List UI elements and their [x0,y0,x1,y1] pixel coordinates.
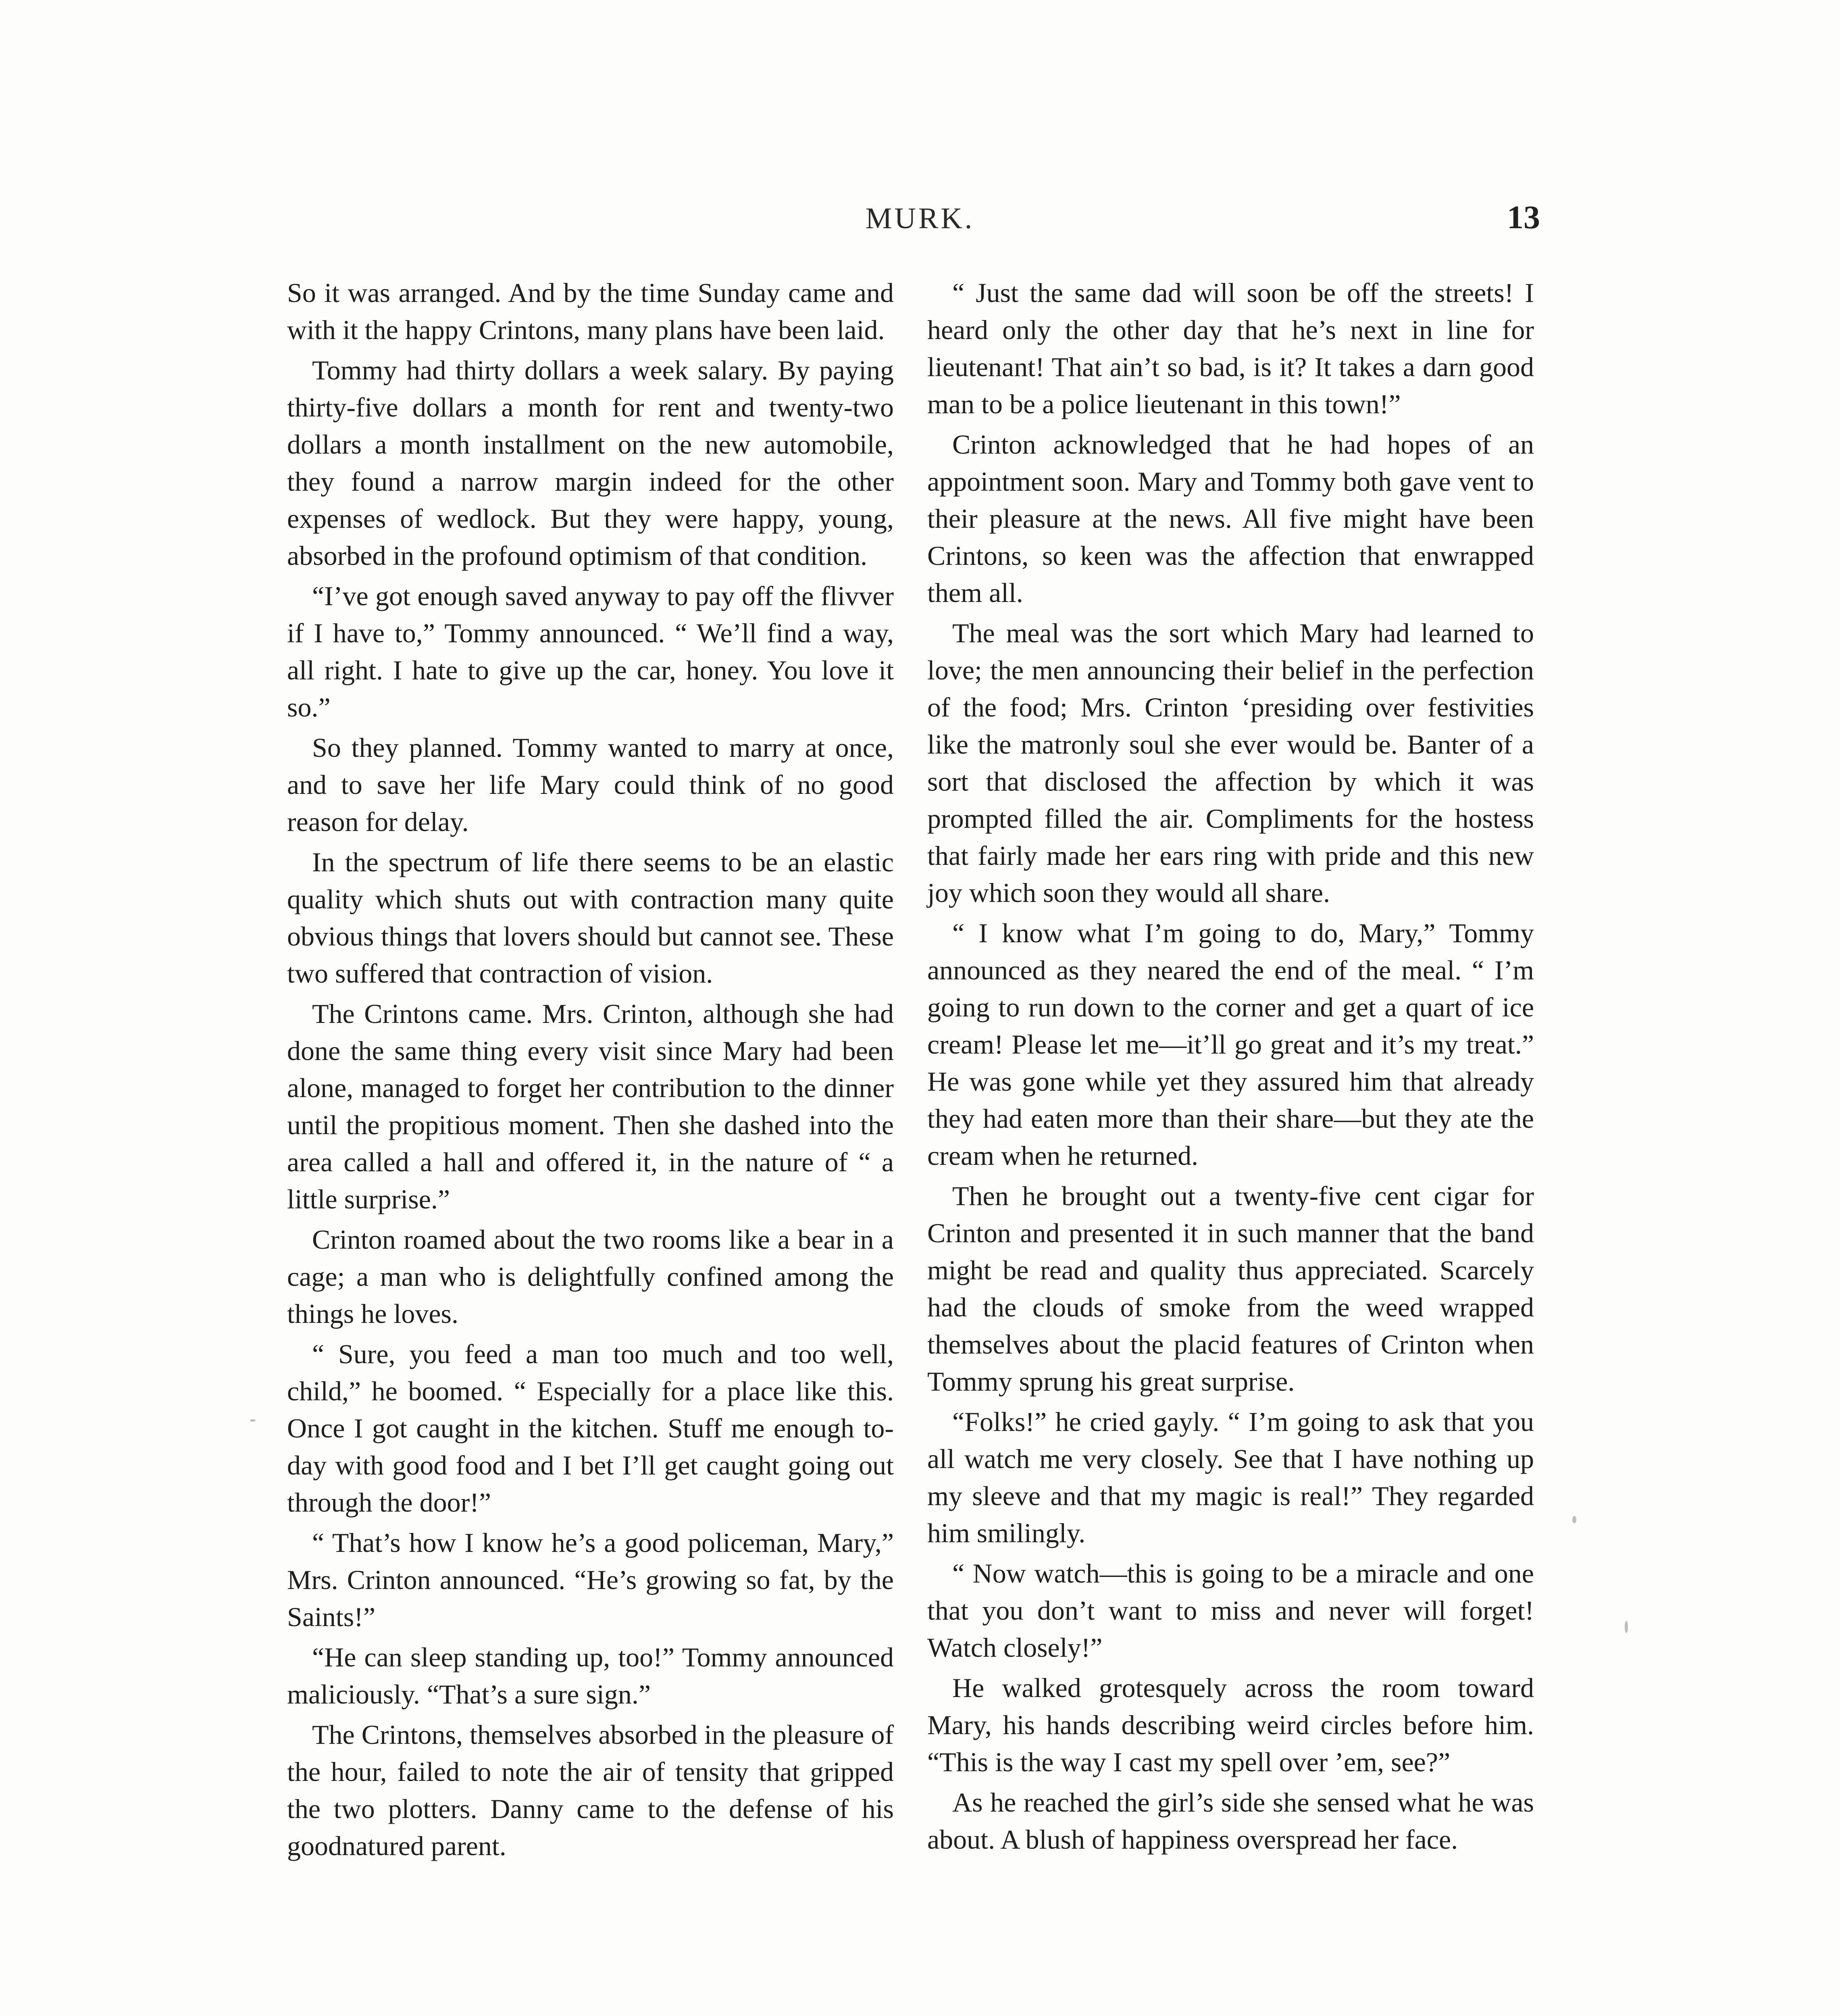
paragraph: Tommy had thirty dollars a week salary. By paying thirty-five dollars a month for rent and twenty-two dollars a month installment on the new automobile, they found a narrow margin indeed for the other expenses of wedlock. But they were happy, young, absorbed in the profound optimism of that condition. [287,355,894,571]
paragraph: So they planned. Tommy wanted to marry at once, and to save her life Mary could think of no good reason for delay. [287,732,894,837]
running-header-title: MURK. [865,202,975,235]
paragraph: As he reached the girl’s side she sensed what he was about. A blush of happiness overspread her face. [927,1787,1534,1855]
left-text-column [287,274,894,1868]
paragraph: The Crintons came. Mrs. Crinton, although she had done the same thing every visit since Mary had been alone, managed to forget her contribution to the dinner until the propitious moment. Then she dashed into the area called a hall and offered it, in the nature of “ a little surprise.” [287,998,894,1214]
paragraph: He walked grotesquely across the room toward Mary, his hands describing weird circles before him. “This is the way I cast my spell over ’em, see?” [927,1672,1534,1777]
paragraph: The Crintons, themselves absorbed in the pleasure of the hour, failed to note the air of tensity that gripped the two plotters. Danny came to the defense of his goodnatured parent. [287,1719,894,1861]
page-number: 13 [1507,199,1540,235]
paragraph: “ Sure, you feed a man too much and too well, child,” he boomed. “ Especially for a place like this. Once I got caught in the kitchen. Stuff me enough to-day with good food and I bet I’ll get caught going out through the door!” [287,1339,894,1518]
paragraph: “ I know what I’m going to do, Mary,” Tommy announced as they neared the end of the meal. “ I’m going to run down to the corner and get a quart of ice cream! Please let me—it’ll go great and it’s my treat.” He was gone while yet they assured him that already they had eaten more than their share—but they ate the cream when he returned. [927,918,1534,1171]
paragraph: Crinton roamed about the two rooms like a bear in a cage; a man who is delightfully confined among the things he loves. [287,1224,894,1329]
print-speck [1572,1516,1576,1523]
print-speck [1625,1621,1628,1633]
paragraph: “ That’s how I know he’s a good policeman, Mary,” Mrs. Crinton announced. “He’s growing so fat, by the Saints!” [287,1527,894,1632]
right-text-column [927,274,1534,1861]
paragraph: “I’ve got enough saved anyway to pay off the flivver if I have to,” Tommy announced. “ We’ll find a way, all right. I hate to give up the car, honey. You love it so.” [287,581,894,723]
paragraph: Crinton acknowledged that he had hopes of an appointment soon. Mary and Tommy both gave vent to their pleasure at the news. All five might have been Crintons, so keen was the affection that enwrapped them all. [927,429,1534,608]
paragraph: In the spectrum of life there seems to be an elastic quality which shuts out with contraction many quite obvious things that lovers should but cannot see. These two suffered that contraction of vision. [287,847,894,989]
paragraph: “Folks!” he cried gayly. “ I’m going to ask that you all watch me very closely. See that I have nothing up my sleeve and that my magic is real!” They regarded him smilingly. [927,1406,1534,1548]
paragraph: So it was arranged. And by the time Sunday came and with it the happy Crintons, many plans have been laid. [287,277,894,345]
paragraph: “ Now watch—this is going to be a miracle and one that you don’t want to miss and never will forget! Watch closely!” [927,1558,1534,1663]
paragraph: “He can sleep standing up, too!” Tommy announced maliciously. “That’s a sure sign.” [287,1642,894,1710]
paragraph: “ Just the same dad will soon be off the streets! I heard only the other day that he’s next in line for lieutenant! That ain’t so bad, is it? It takes a darn good man to be a police lieutenant in this town!” [927,277,1534,419]
paragraph: The meal was the sort which Mary had learned to love; the men announcing their belief in the perfection of the food; Mrs. Crinton ‘presiding over festivities like the matronly soul she ever would be. Banter of a sort that disclosed the affection by which it was prompted filled the air. Compliments for the hostess that fairly made her ears ring with pride and this new joy which soon they would all share. [927,618,1534,908]
paragraph: Then he brought out a twenty-five cent cigar for Crinton and presented it in such manner that the band might be read and quality thus appreciated. Scarcely had the clouds of smoke from the weed wrapped themselves about the placid features of Crinton when Tommy sprung his great surprise. [927,1181,1534,1397]
print-speck [250,1419,256,1422]
